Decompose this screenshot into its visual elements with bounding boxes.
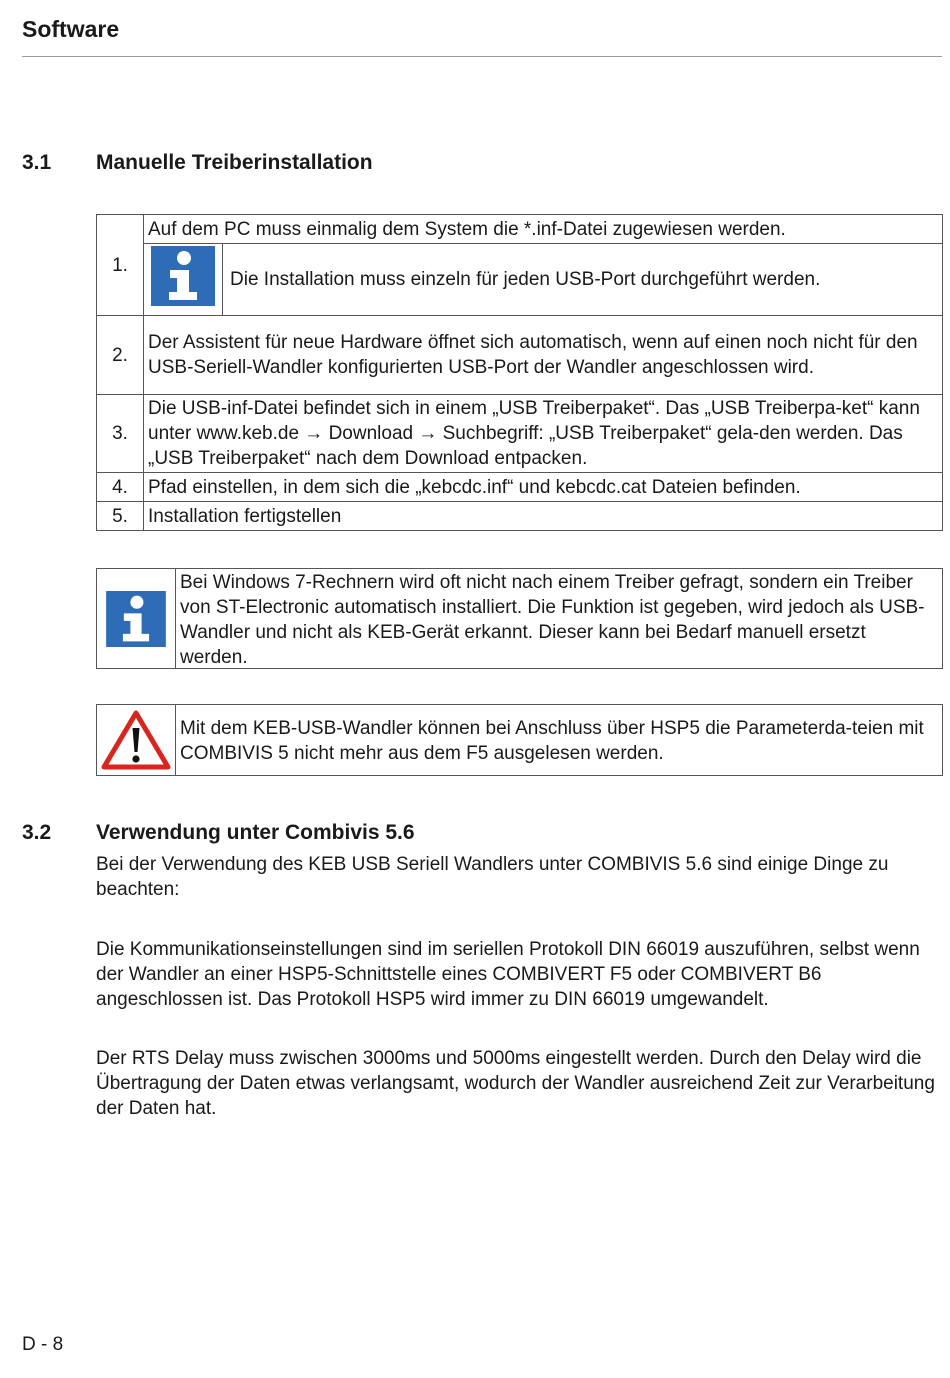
step-text: Installation fertigstellen: [144, 502, 943, 531]
step-note-cell: [144, 244, 943, 316]
page-header-title: Software: [22, 16, 120, 42]
section-title: Manuelle Treiberinstallation: [96, 151, 373, 174]
table-row: [97, 316, 943, 395]
info-notice: [96, 568, 943, 669]
warning-notice-icon-cell: [97, 705, 176, 775]
step-number: 5.: [97, 502, 144, 531]
info-notice-text: Bei Windows 7-Rechnern wird oft nicht nach einem Treiber gefragt, sondern ein Treiber von ST-Electronic automatisch installiert. Die Funktion ist gegeben, wird jedoch als USB-Wandler und nicht als KEB-Gerät erkannt. Dieser kann bei Bedarf manuell ersetzt werden.: [180, 572, 925, 668]
step-text: Pfad einstellen, in dem sich die „kebcdc.inf“ und kebcdc.cat Dateien befinden.: [144, 473, 943, 502]
info-notice-icon-cell: [97, 569, 176, 668]
step-text: Der Assistent für neue Hardware öffnet sich automatisch, wenn auf einen noch nicht für den USB-Seriell-Wandler konfigurierten USB-Port der Wandler angeschlossen wird.: [144, 316, 943, 395]
section-number: 3.2: [22, 821, 52, 844]
step-number: 1.: [97, 215, 144, 316]
table-row: [97, 473, 943, 502]
table-row: [97, 395, 943, 473]
installation-steps-table: [96, 214, 943, 531]
info-icon: [106, 591, 166, 647]
section-number: 3.1: [22, 151, 52, 174]
warning-icon: [101, 709, 171, 771]
info-icon: [151, 246, 215, 306]
step-number: 3.: [97, 395, 144, 473]
section-title: Verwendung unter Combivis 5.6: [96, 821, 415, 844]
table-row: [97, 215, 943, 244]
step-note-icon-cell: [144, 244, 223, 315]
step-text: Die USB-inf-Datei befindet sich in einem „USB Treiberpaket“. Das „USB Treiberpa-ket“ kann unter www.keb.de → Download → Suchbegriff: „USB Treiberpaket“ gela-den werden. Das „USB Treiberpaket“ nach dem Download entpacken.: [144, 395, 943, 473]
warning-notice: [96, 704, 943, 776]
step-number: 2.: [97, 316, 144, 395]
paragraph: Bei der Verwendung des KEB USB Seriell Wandlers unter COMBIVIS 5.6 sind einige Dinge zu beachten:: [96, 854, 889, 900]
table-row: [97, 502, 943, 531]
step-number: 4.: [97, 473, 144, 502]
step-note: [144, 244, 942, 315]
paragraph: Die Kommunikationseinstellungen sind im seriellen Protokoll DIN 66019 auszuführen, selbst wenn der Wandler an einer HSP5-Schnittstelle eines COMBIVERT F5 oder COMBIVERT B6 angeschlossen ist. Das Protokoll HSP5 wird immer zu DIN 66019 umgewandelt.: [96, 939, 920, 1010]
table-row: [97, 244, 943, 316]
step-note-text: Die Installation muss einzeln für jeden USB-Port durchgeführt werden.: [230, 269, 821, 290]
step-text: Auf dem PC muss einmalig dem System die *.inf-Datei zugewiesen werden.: [144, 215, 943, 244]
warning-notice-text: Mit dem KEB-USB-Wandler können bei Anschluss über HSP5 die Parameterda-teien mit COMBIVIS 5 nicht mehr aus dem F5 ausgelesen werden.: [180, 717, 924, 764]
page-number: D - 8: [22, 1334, 64, 1355]
paragraph: Der RTS Delay muss zwischen 3000ms und 5000ms eingestellt werden. Durch den Delay wird die Übertragung der Daten etwas verlangsamt, wodurch der Wandler ausreichend Zeit zur Verarbeitung der Daten hat.: [96, 1048, 935, 1119]
header-divider: [22, 56, 942, 57]
